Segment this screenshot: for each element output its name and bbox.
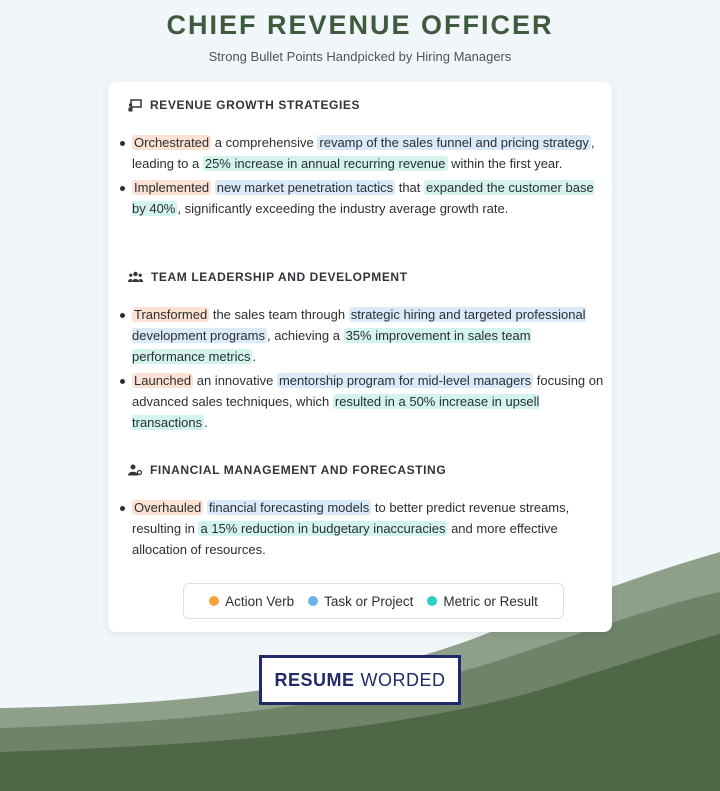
user-cog-icon bbox=[128, 464, 142, 476]
legend-dot-task bbox=[308, 596, 318, 606]
bullet-text: . bbox=[252, 349, 257, 364]
bullet-text: an innovative bbox=[193, 373, 277, 388]
bullet-text: , achieving a bbox=[266, 328, 344, 343]
highlight-task: strategic hiring and targeted professional development programs bbox=[132, 307, 586, 343]
bullet-text: . bbox=[204, 415, 208, 430]
bullet-text: within the first year. bbox=[447, 156, 563, 171]
page-header bbox=[0, 10, 720, 64]
list-item bbox=[118, 304, 604, 367]
bullet-text: and more effective allocation of resources. bbox=[132, 521, 558, 557]
presentation-board-icon bbox=[128, 99, 142, 112]
list-item bbox=[118, 177, 604, 219]
resume-worded-logo[interactable]: RESUME WORDED bbox=[259, 655, 461, 705]
highlight-metric: expanded the customer base by 40% bbox=[132, 180, 594, 216]
bullet-points-card bbox=[108, 82, 612, 632]
bullet-text: to better predict revenue streams, resulting in bbox=[132, 500, 570, 536]
bullet-text: focusing on advanced sales techniques, which bbox=[132, 373, 604, 409]
bullet-list bbox=[118, 132, 604, 222]
list-item bbox=[118, 370, 604, 433]
highlight-action: Transformed bbox=[134, 307, 208, 322]
legend-dot-metric bbox=[427, 596, 437, 606]
page-title: CHIEF REVENUE OFFICER bbox=[166, 10, 554, 40]
legend-dot-action bbox=[209, 596, 219, 606]
highlight-metric: 35% improvement in sales team performance metrics bbox=[132, 328, 531, 364]
legend-item-action: Action Verb bbox=[209, 594, 294, 609]
legend-item-task: Task or Project bbox=[308, 594, 413, 609]
legend-item-metric: Metric or Result bbox=[427, 594, 538, 609]
bullet-text: that bbox=[395, 180, 425, 195]
section-title: REVENUE GROWTH STRATEGIES bbox=[128, 96, 360, 114]
highlight-action: Overhauled bbox=[134, 500, 202, 515]
highlight-task: mentorship program for mid-level managers bbox=[278, 373, 532, 388]
bullet-text: , significantly exceeding the industry average growth rate. bbox=[177, 201, 509, 216]
color-legend bbox=[183, 583, 564, 619]
bullet-list bbox=[118, 497, 604, 563]
section-title: TEAM LEADERSHIP AND DEVELOPMENT bbox=[128, 268, 408, 286]
highlight-action: Implemented bbox=[134, 180, 210, 195]
highlight-metric: resulted in a 50% increase in upsell transactions bbox=[132, 394, 540, 430]
page-subtitle: Strong Bullet Points Handpicked by Hiring Managers bbox=[208, 49, 512, 64]
highlight-metric: a 15% reduction in budgetary inaccuracies bbox=[200, 521, 446, 536]
bullet-text: the sales team through bbox=[209, 307, 349, 322]
bullet-text: , leading to a bbox=[132, 135, 595, 171]
highlight-task: revamp of the sales funnel and pricing strategy bbox=[319, 135, 589, 150]
bullet-list bbox=[118, 304, 604, 436]
highlight-task: financial forecasting models bbox=[208, 500, 370, 515]
bullet-text: a comprehensive bbox=[211, 135, 318, 150]
highlight-task: new market penetration tactics bbox=[216, 180, 394, 195]
list-item bbox=[118, 497, 604, 560]
team-icon bbox=[128, 271, 143, 283]
section-title: FINANCIAL MANAGEMENT AND FORECASTING bbox=[128, 461, 446, 479]
list-item bbox=[118, 132, 604, 174]
highlight-action: Launched bbox=[134, 373, 192, 388]
highlight-action: Orchestrated bbox=[134, 135, 210, 150]
highlight-metric: 25% increase in annual recurring revenue bbox=[204, 156, 446, 171]
